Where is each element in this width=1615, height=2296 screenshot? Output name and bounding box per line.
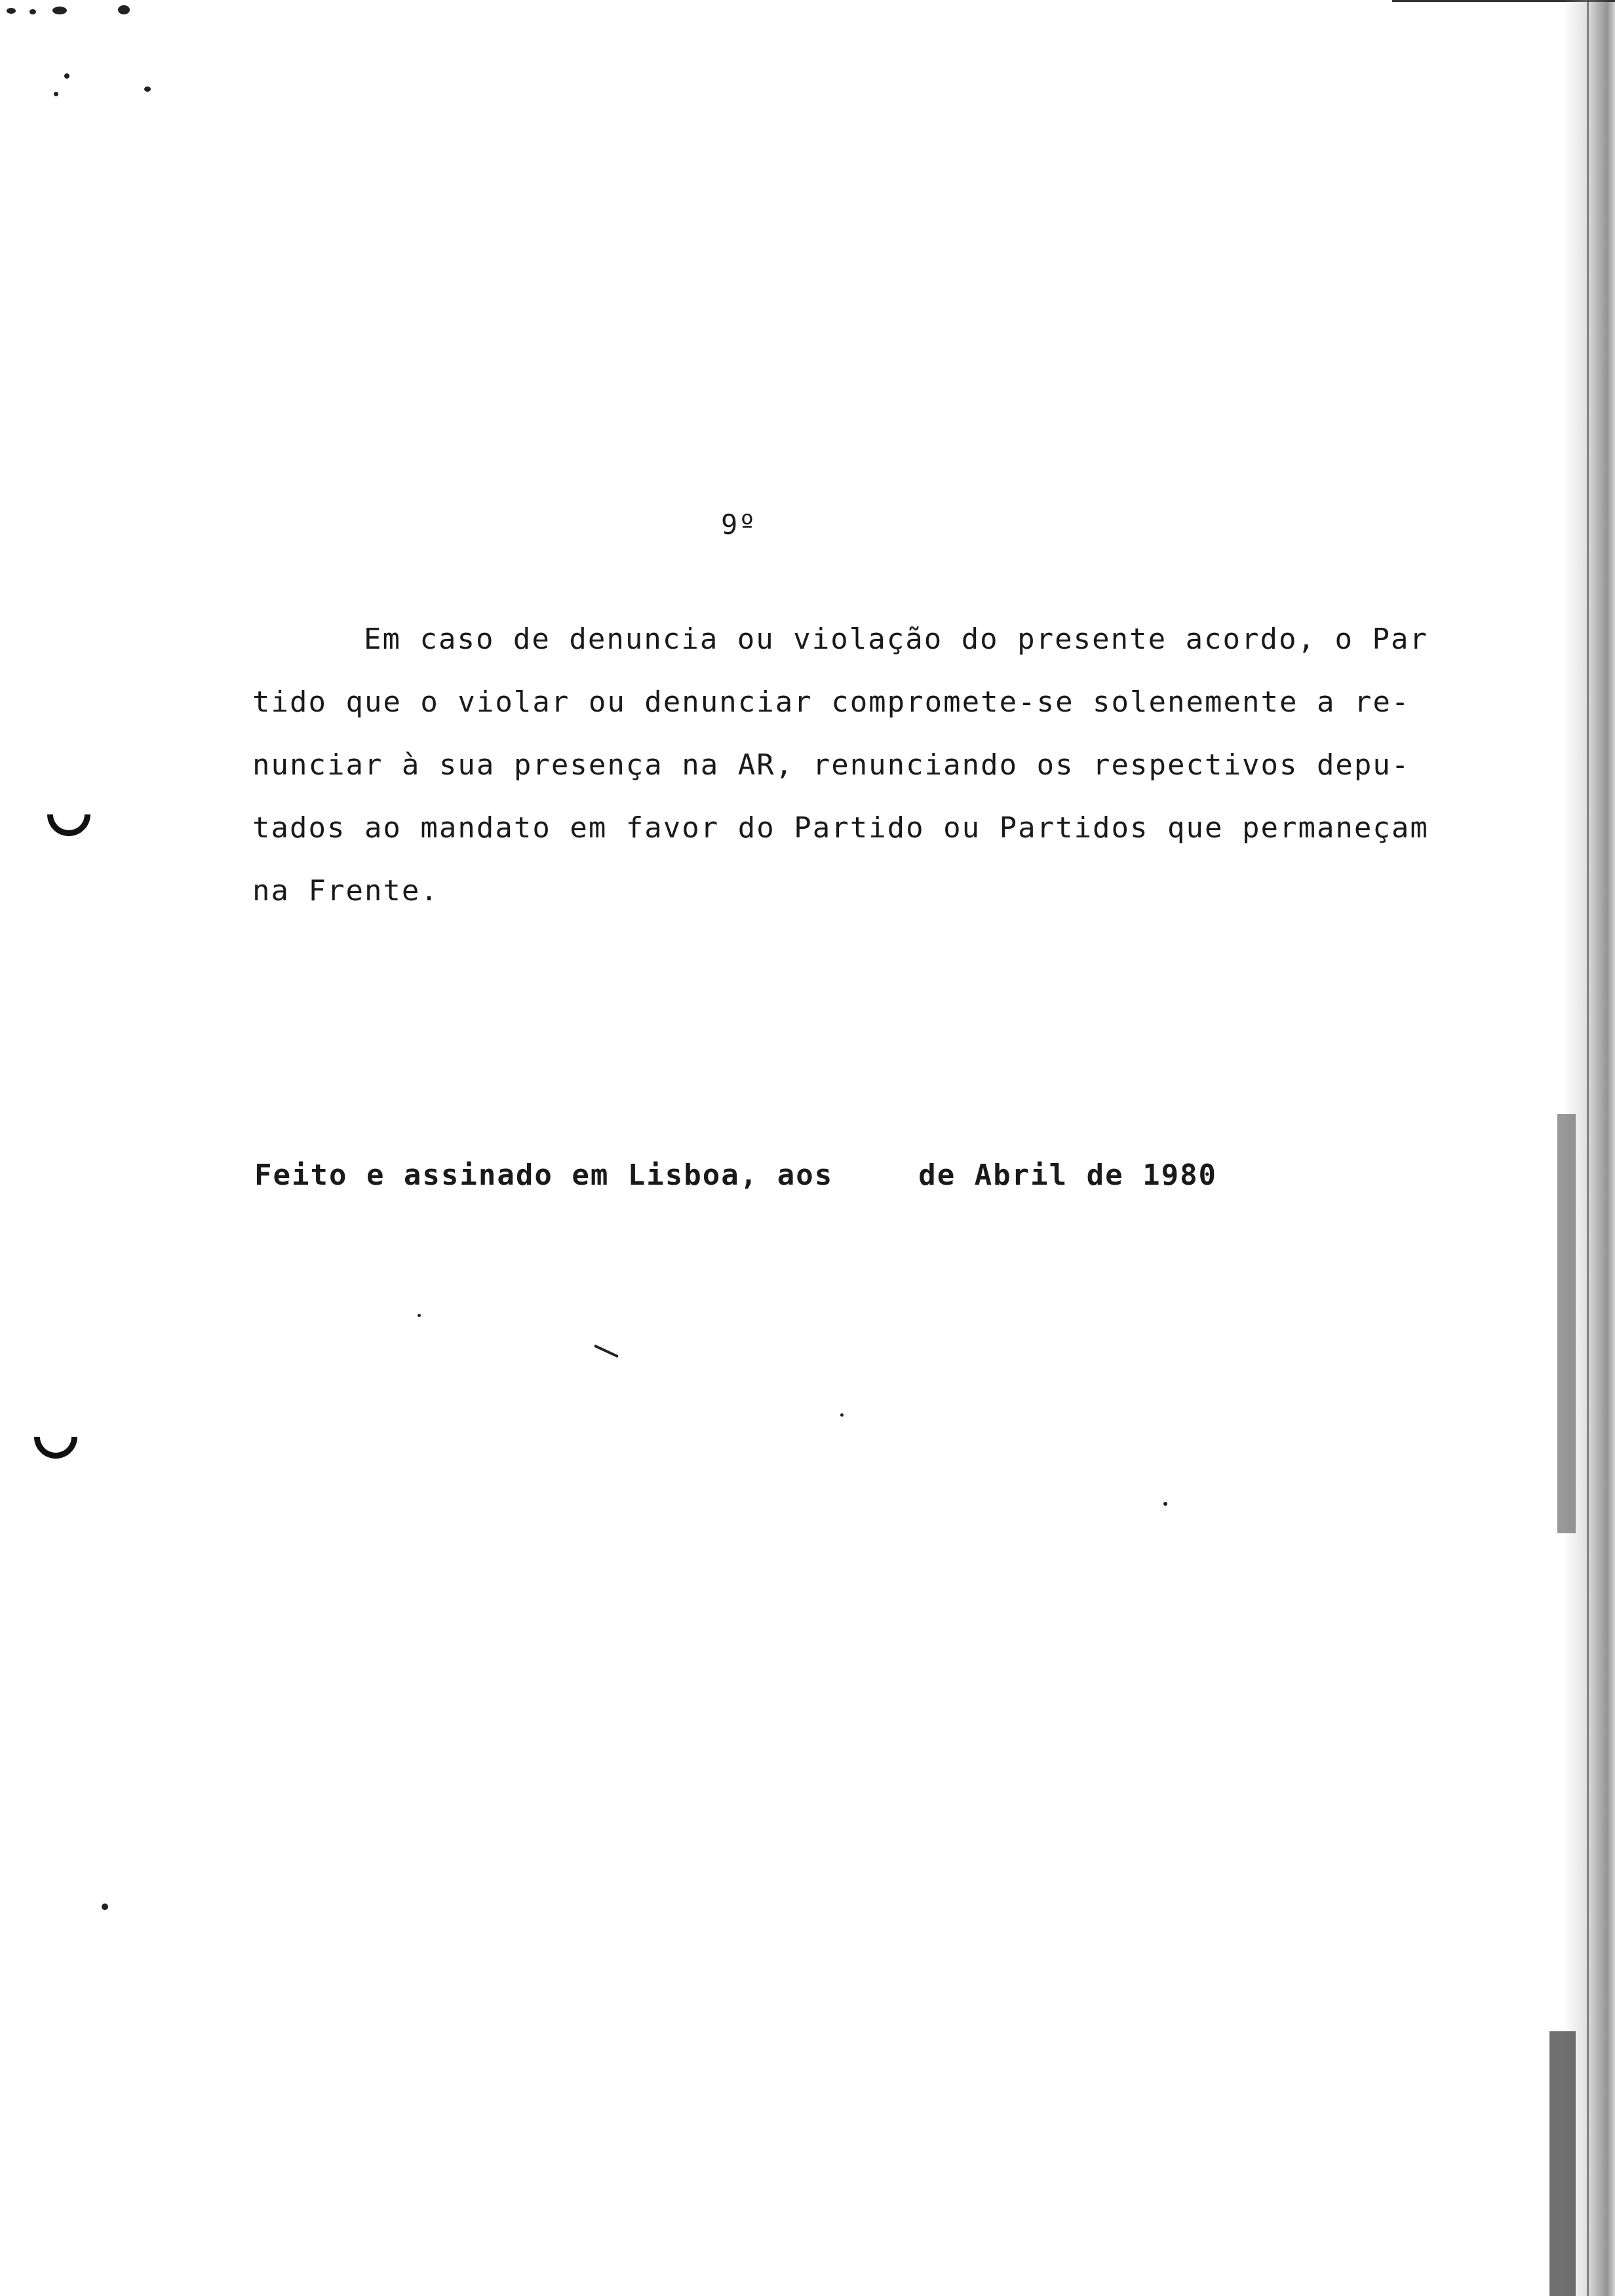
signature-line [254, 1158, 1217, 1192]
signature-date: de Abril de 1980 [918, 1158, 1218, 1192]
scan-speck [54, 92, 58, 96]
signature-place: Feito e assinado em Lisboa, aos [254, 1158, 834, 1192]
scan-speck [102, 1904, 108, 1910]
paragraph-line: na Frente. [252, 874, 439, 908]
agreement-paragraph [252, 608, 1511, 923]
scan-speck [118, 5, 130, 14]
scan-edge-line [1587, 0, 1589, 2296]
scan-speck [840, 1413, 844, 1417]
paragraph-line: nunciar à sua presença na AR, renunciando os respectivos depu- [252, 748, 1411, 782]
scan-edge-dark-mark [1557, 1114, 1576, 1533]
binder-hole-mark [38, 784, 99, 845]
scan-speck [144, 86, 151, 92]
scan-edge-dark-mark-lower [1549, 2031, 1576, 2296]
scan-speck [7, 8, 16, 14]
section-number: 9º [721, 508, 757, 541]
paragraph-line: tido que o violar ou denunciar compromete-se solenemente a re- [252, 685, 1411, 719]
scan-speck [594, 1345, 619, 1358]
scan-speck [1163, 1502, 1167, 1506]
paragraph-line: tados ao mandato em favor do Partido ou Partidos que permaneçam [252, 811, 1429, 845]
binder-hole-mark [25, 1406, 86, 1467]
scan-speck [52, 7, 67, 14]
scan-speck [29, 9, 36, 14]
paragraph-line: Em caso de denuncia ou violação do presente acordo, o Par [364, 622, 1428, 656]
scan-speck [64, 73, 69, 79]
scan-speck [418, 1314, 421, 1317]
